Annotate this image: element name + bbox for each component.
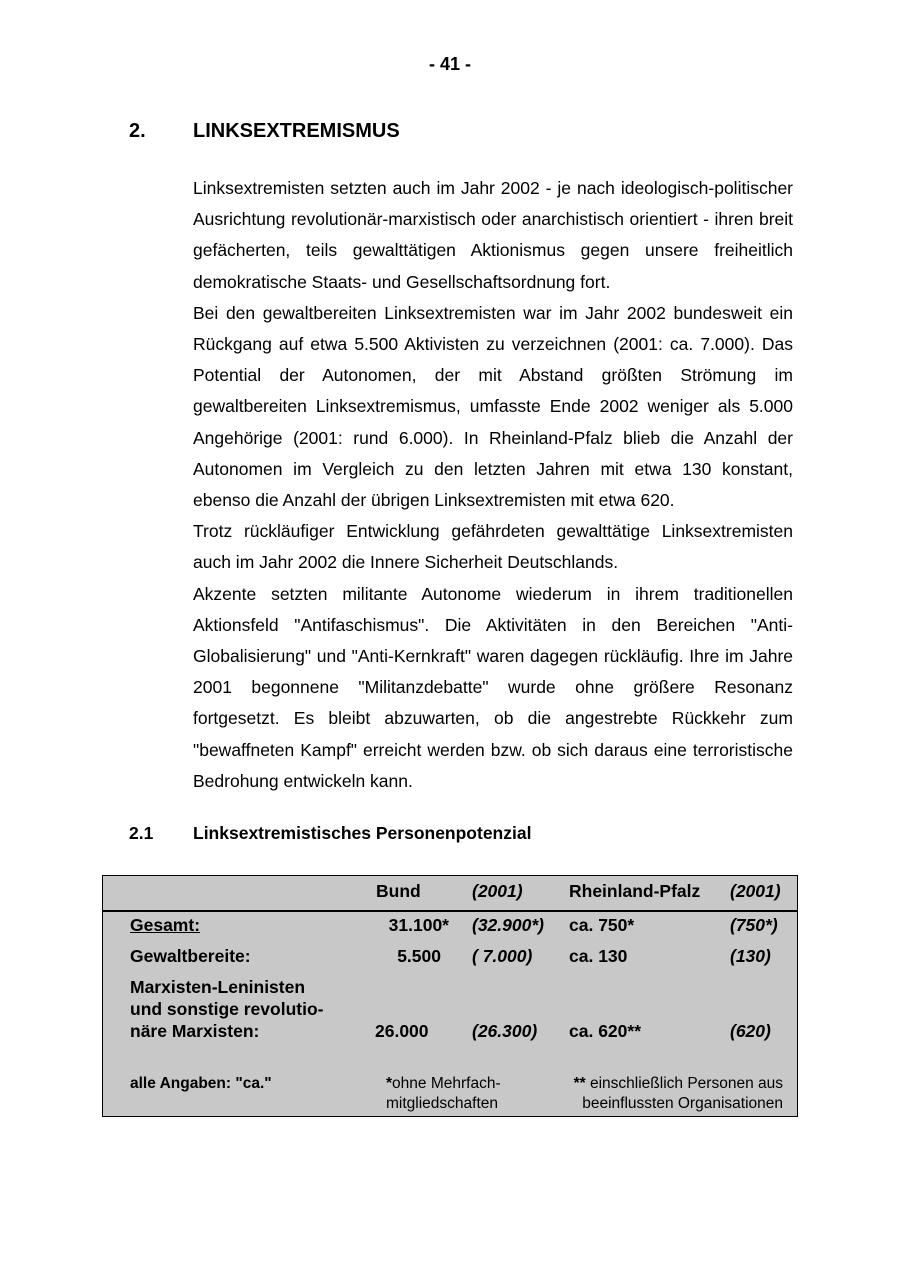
header-bund: Bund: [376, 881, 421, 901]
cell-bund-2001: ( 7.000): [472, 946, 533, 966]
footnote-dstar-line2: beeinflussten Organisationen: [582, 1095, 783, 1112]
cell-rlp-2001: (620): [730, 1021, 771, 1041]
cell-bund-2001: (26.300): [472, 1021, 538, 1041]
section-title: Linksextremistisches Personenpotenzial: [193, 823, 532, 843]
cell-bund-2001: (32.900*): [472, 915, 544, 935]
personnel-table: [102, 875, 798, 1117]
body-text: [193, 173, 793, 797]
cell-rlp-2001: (130): [730, 946, 771, 966]
cell-rlp-2001: (750*): [730, 915, 778, 935]
cell-rlp: ca. 750*: [569, 915, 635, 935]
footnote-star-mark: *: [386, 1075, 393, 1092]
cell-bund: 31.100*: [388, 915, 449, 935]
paragraph: Akzente setzten militante Autonome wiederum in ihrem traditionellen Aktionsfeld "Antifaschismus". Die Aktivitäten in den Bereichen "Anti-Globalisierung" und "Anti-Kernkraft" waren dagegen rückläufig. Ihre im Jahre 2001 begonnene "Militanzdebatte" wurde ohne größere Resonanz fortgesetzt. Es bleibt abzuwarten, ob die angestrebte Rückkehr zum "bewaffneten Kampf" erreicht werden bzw. ob sich daraus eine terroristische Bedrohung entwickeln kann.: [193, 583, 793, 791]
header-bund-2001: (2001): [472, 881, 523, 901]
cell-bund: 5.500: [397, 946, 441, 966]
chapter-number: 2.: [129, 120, 146, 142]
footnote-dstar-line1: einschließlich Personen aus: [585, 1075, 783, 1092]
row-label-marxisten-line3: näre Marxisten:: [130, 1021, 260, 1041]
cell-rlp: ca. 130: [569, 946, 628, 966]
footnote-star-line2: mitgliedschaften: [386, 1095, 499, 1112]
table-header: [103, 876, 797, 912]
paragraph: Linksextremisten setzten auch im Jahr 2002 - je nach ideologisch-politischer Ausrichtung revolutionär-marxistisch oder anarchistisch orientiert - ihren breit gefächerten, teils gewalttätigen Aktionismus gegen unsere freiheitlich demokratische Staats- und Gesellschaftsordnung fort.: [193, 178, 793, 292]
paragraph: Bei den gewaltbereiten Linksextremisten war im Jahr 2002 bundesweit ein Rückgang auf etwa 5.500 Aktivisten zu verzeichnen (2001: ca. 7.000). Das Potential der Autonomen, der mit Abstand größten Strömung im gewaltbereiten Linksextremismus, umfasste Ende 2002 weniger als 5.000 Angehörige (2001: rund 6.000). In Rheinland-Pfalz blieb die Anzahl der Autonomen im Vergleich zu den letzten Jahren mit etwa 130 konstant, ebenso die Anzahl der übrigen Linksextremisten mit etwa 620.: [193, 302, 793, 511]
row-label-gewaltbereite: Gewaltbereite:: [130, 946, 251, 966]
cell-rlp: ca. 620**: [569, 1021, 642, 1041]
chapter-title: LINKSEXTREMISMUS: [193, 120, 400, 142]
page-number: - 41 -: [428, 54, 471, 74]
header-rlp: Rheinland-Pfalz: [569, 881, 701, 901]
section-number: 2.1: [129, 823, 154, 843]
footnote-all-values: alle Angaben: "ca.": [130, 1075, 272, 1092]
footnote-dstar-mark: **: [573, 1075, 586, 1092]
row-label-gesamt: Gesamt:: [130, 915, 201, 935]
row-label-marxisten-line2: und sonstige revolutio-: [130, 999, 324, 1019]
footnote-star-line1: ohne Mehrfach-: [392, 1075, 501, 1092]
header-rlp-2001: (2001): [730, 881, 781, 901]
footnote-double-star: [557, 1074, 783, 1114]
footnote-star: [386, 1074, 501, 1114]
row-label-marxisten-line1: Marxisten-Leninisten: [130, 977, 306, 997]
paragraph: Trotz rückläufiger Entwicklung gefährdeten gewalttätige Linksextremisten auch im Jahr 2002 die Innere Sicherheit Deutschlands.: [193, 521, 793, 573]
cell-bund: 26.000: [375, 1021, 429, 1041]
